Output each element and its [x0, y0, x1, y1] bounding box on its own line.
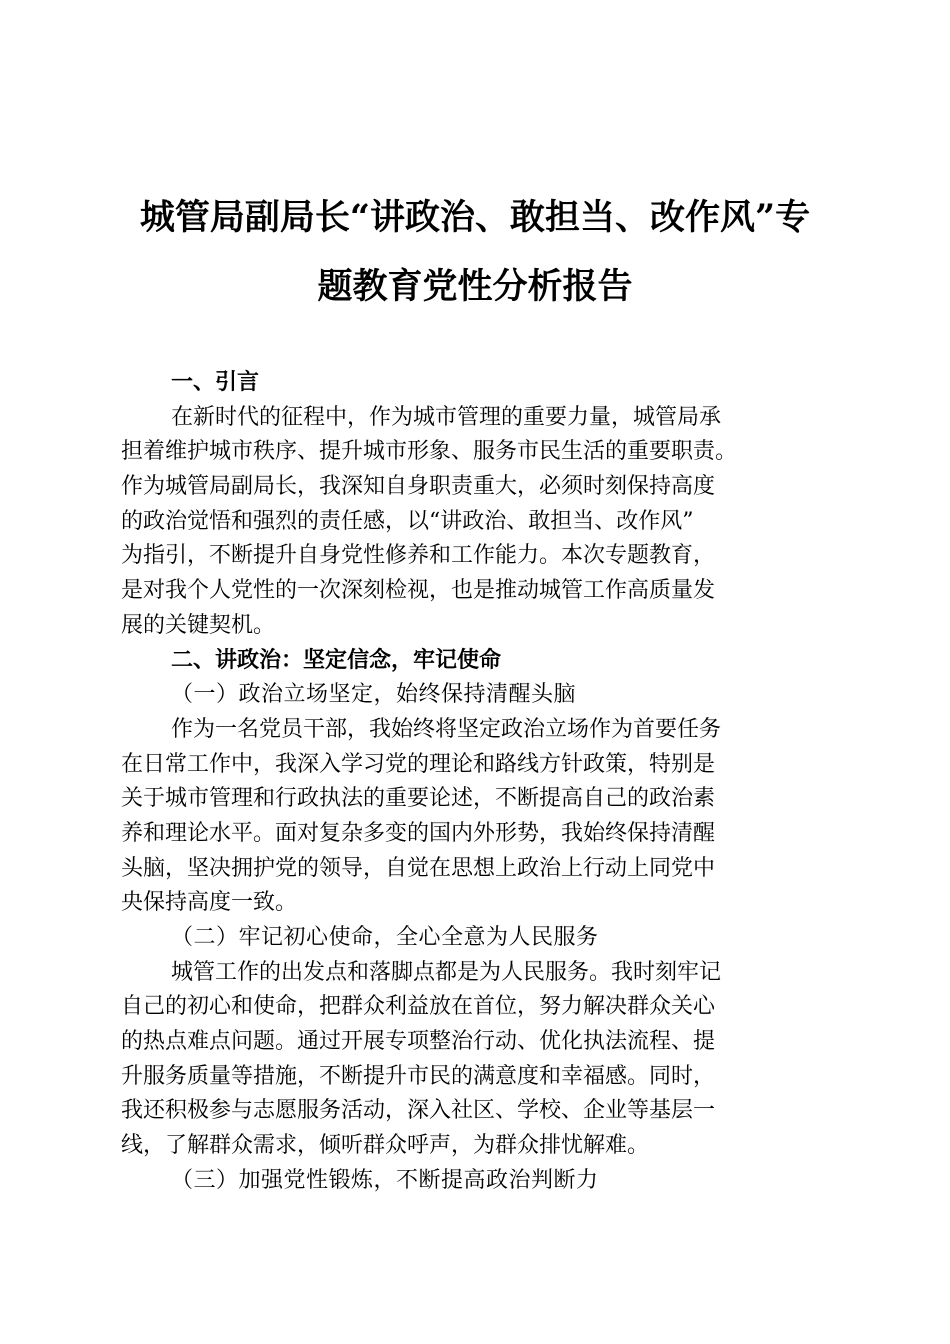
body-line: 为指引，不断提升自身党性修养和工作能力。本次专题教育，: [121, 543, 716, 569]
body-line: 的政治觉悟和强烈的责任感，以“讲政治、敢担当、改作风”: [121, 508, 694, 534]
body-line: 我还积极参与志愿服务活动，深入社区、学校、企业等基层一: [121, 1098, 716, 1124]
body-line: 央保持高度一致。: [121, 890, 298, 916]
section-heading-intro: 一、引言: [171, 370, 260, 395]
body-line: 城管工作的出发点和落脚点都是为人民服务。我时刻牢记: [171, 959, 722, 985]
body-line: 头脑，坚决拥护党的领导，自觉在思想上政治上行动上同党中: [121, 855, 716, 881]
body-line: 在日常工作中，我深入学习党的理论和路线方针政策，特别是: [121, 751, 716, 777]
body-line: 担着维护城市秩序、提升城市形象、服务市民生活的重要职责。: [121, 439, 738, 465]
subsection-heading-2: （二）牢记初心使命，全心全意为人民服务: [171, 925, 599, 950]
body-line: 作为城管局副局长，我深知自身职责重大，必须时刻保持高度: [121, 474, 716, 500]
body-line: 线，了解群众需求，倾听群众呼声，为群众排忧解难。: [121, 1133, 650, 1159]
subsection-heading-1: （一）政治立场坚定，始终保持清醒头脑: [171, 682, 577, 708]
document-title-line-2: 题教育党性分析报告: [317, 266, 633, 307]
subsection-heading-3: （三）加强党性锻炼，不断提高政治判断力: [171, 1167, 599, 1193]
document-title-line-1: 城管局副局长“讲政治、敢担当、改作风”专: [139, 197, 811, 238]
body-line: 养和理论水平。面对复杂多变的国内外形势，我始终保持清醒: [121, 820, 716, 846]
section-heading-politics: 二、讲政治：坚定信念，牢记使命: [171, 647, 502, 673]
body-line: 的热点难点问题。通过开展专项整治行动、优化执法流程、提: [121, 1029, 716, 1055]
body-line: 升服务质量等措施，不断提升市民的满意度和幸福感。同时，: [121, 1063, 716, 1089]
body-line: 关于城市管理和行政执法的重要论述，不断提高自己的政治素: [121, 786, 716, 812]
body-line: 自己的初心和使命，把群众利益放在首位，努力解决群众关心: [121, 994, 716, 1020]
body-line: 展的关键契机。: [121, 612, 276, 638]
document-body: [121, 366, 833, 1199]
body-line: 作为一名党员干部，我始终将坚定政治立场作为首要任务: [171, 716, 722, 742]
body-line: 是对我个人党性的一次深刻检视，也是推动城管工作高质量发: [121, 578, 716, 604]
body-line: 在新时代的征程中，作为城市管理的重要力量，城管局承: [171, 404, 722, 430]
